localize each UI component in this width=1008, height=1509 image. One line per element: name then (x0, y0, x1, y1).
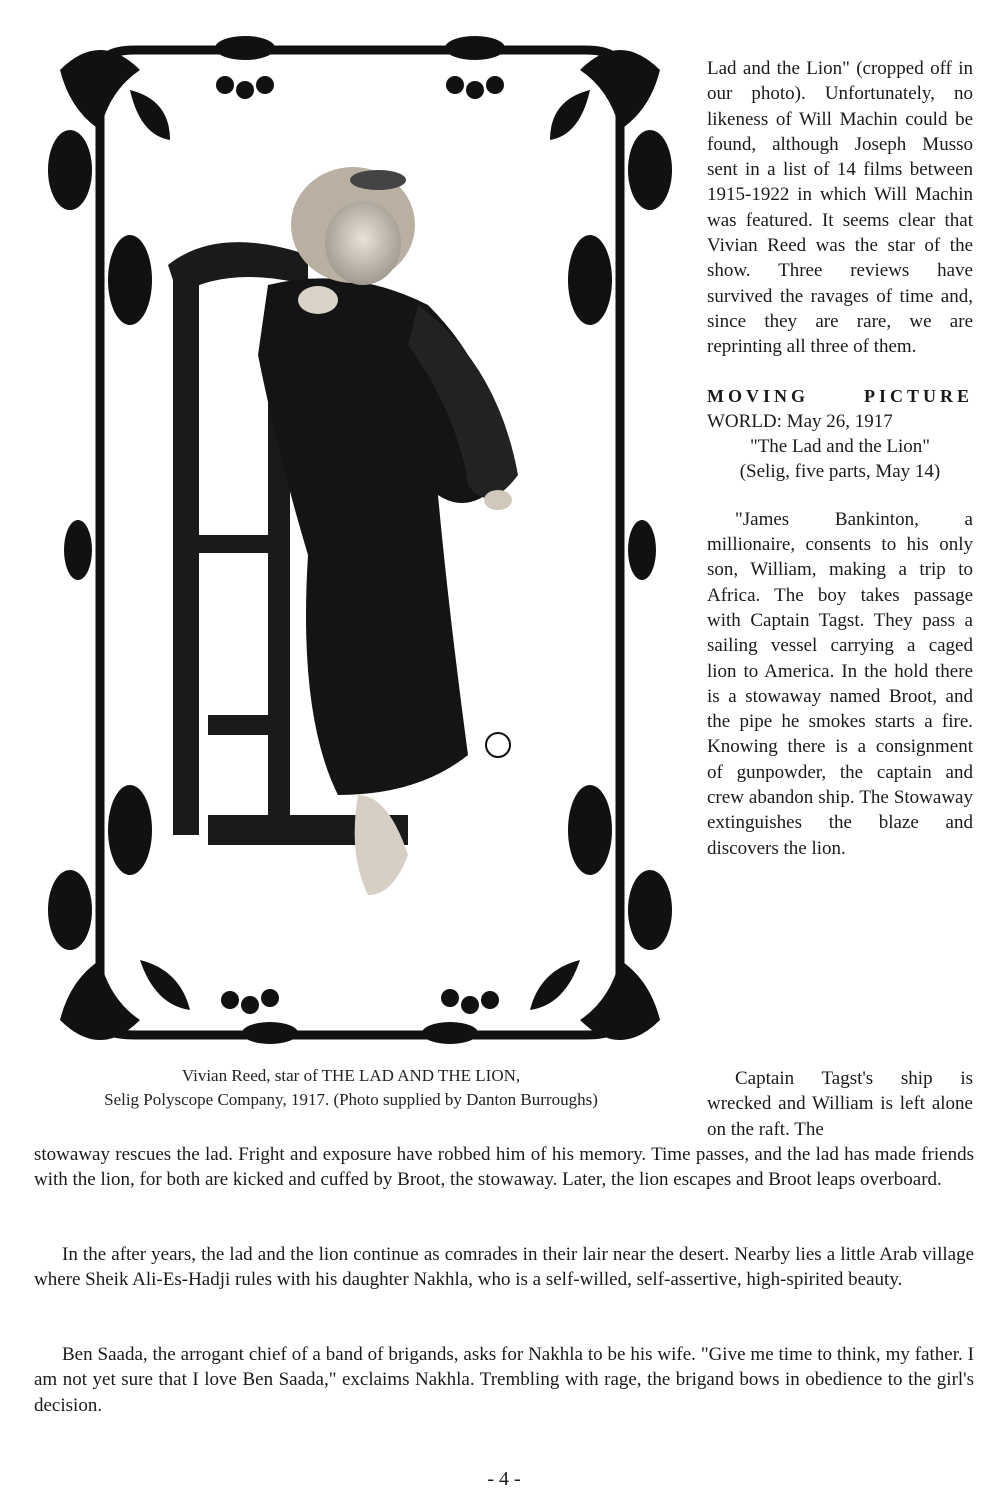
review-paragraph-2-start: Captain Tagst's ship is wrecked and William is left alone on the raft. The (707, 1068, 973, 1140)
body-paragraph-5 (34, 1342, 974, 1418)
review-paragraph-3: In the after years, the lad and the lion continue as comrades in their lair near the desert. Nearby lies a little Arab village where Sheik Ali-Es-Hadji rules with his daughter Nakhla, who is a self-willed, self-assertive, high-spirited beauty. (34, 1244, 974, 1291)
review-subtitle: (Selig, five parts, May 14) (739, 461, 941, 483)
review-heading: MOVING PICTURE (707, 385, 973, 406)
review-title: "The Lad and the Lion" (749, 436, 931, 458)
body-paragraph-4 (34, 1242, 974, 1293)
right-column (707, 56, 973, 861)
intro-paragraph: Lad and the Lion" (cropped off in our photo). Unfortunately, no likeness of Will Machin could be found, although Joseph Musso sent in a list of 14 films between 1915-1922 in which Will Machin was featured. It seems clear that Vivian Reed was the star of the show. Three reviews have survived the ravages of time and, since they are rare, we are reprinting all three of them. (707, 58, 973, 358)
review-paragraph-4: Ben Saada, the arrogant chief of a band of brigands, asks for Nakhla to be his wife. "Give me time to think, my father. I am not yet sure that I love Ben Saada," exclaims Nakhla. Trembling with rage, the brigand bows in obedience to the girl's decision. (34, 1344, 974, 1416)
review-paragraph-2-end: stowaway rescues the lad. Fright and exposure have robbed him of his memory. Time passes, and the lad has made friends with the lion, for both are kicked and cuffed by Broot, the stowaway. Later, the lion escapes and Broot leaps overboard. (34, 1144, 974, 1191)
review-paragraph-1: "James Bankinton, a millionaire, consents to his only son, William, making a trip to Africa. The boy takes passage with Captain Tagst. They pass a sailing vessel carrying a caged lion to America. In the hold there is a stowaway named Broot, and the pipe he smokes starts a fire. Knowing there is a consignment of gunpowder, the captain and crew abandon ship. The Stowaway extinguishes the blaze and discovers the lion. (707, 508, 973, 859)
portrait-photo (168, 155, 552, 915)
portrait-silhouette (168, 155, 552, 915)
review-heading-date: WORLD: May 26, 1917 (707, 410, 893, 432)
caption-line-1: Vivian Reed, star of THE LAD AND THE LION, (181, 1066, 521, 1085)
ornamental-photo-frame (40, 30, 680, 1050)
caption-line-2: Selig Polyscope Company, 1917. (Photo supplied by Danton Burroughs) (104, 1090, 598, 1109)
page-number: - 4 - (487, 1468, 521, 1490)
photo-caption (0, 1064, 702, 1112)
right-column-continued (707, 1066, 973, 1142)
body-paragraph-continued (34, 1142, 974, 1193)
